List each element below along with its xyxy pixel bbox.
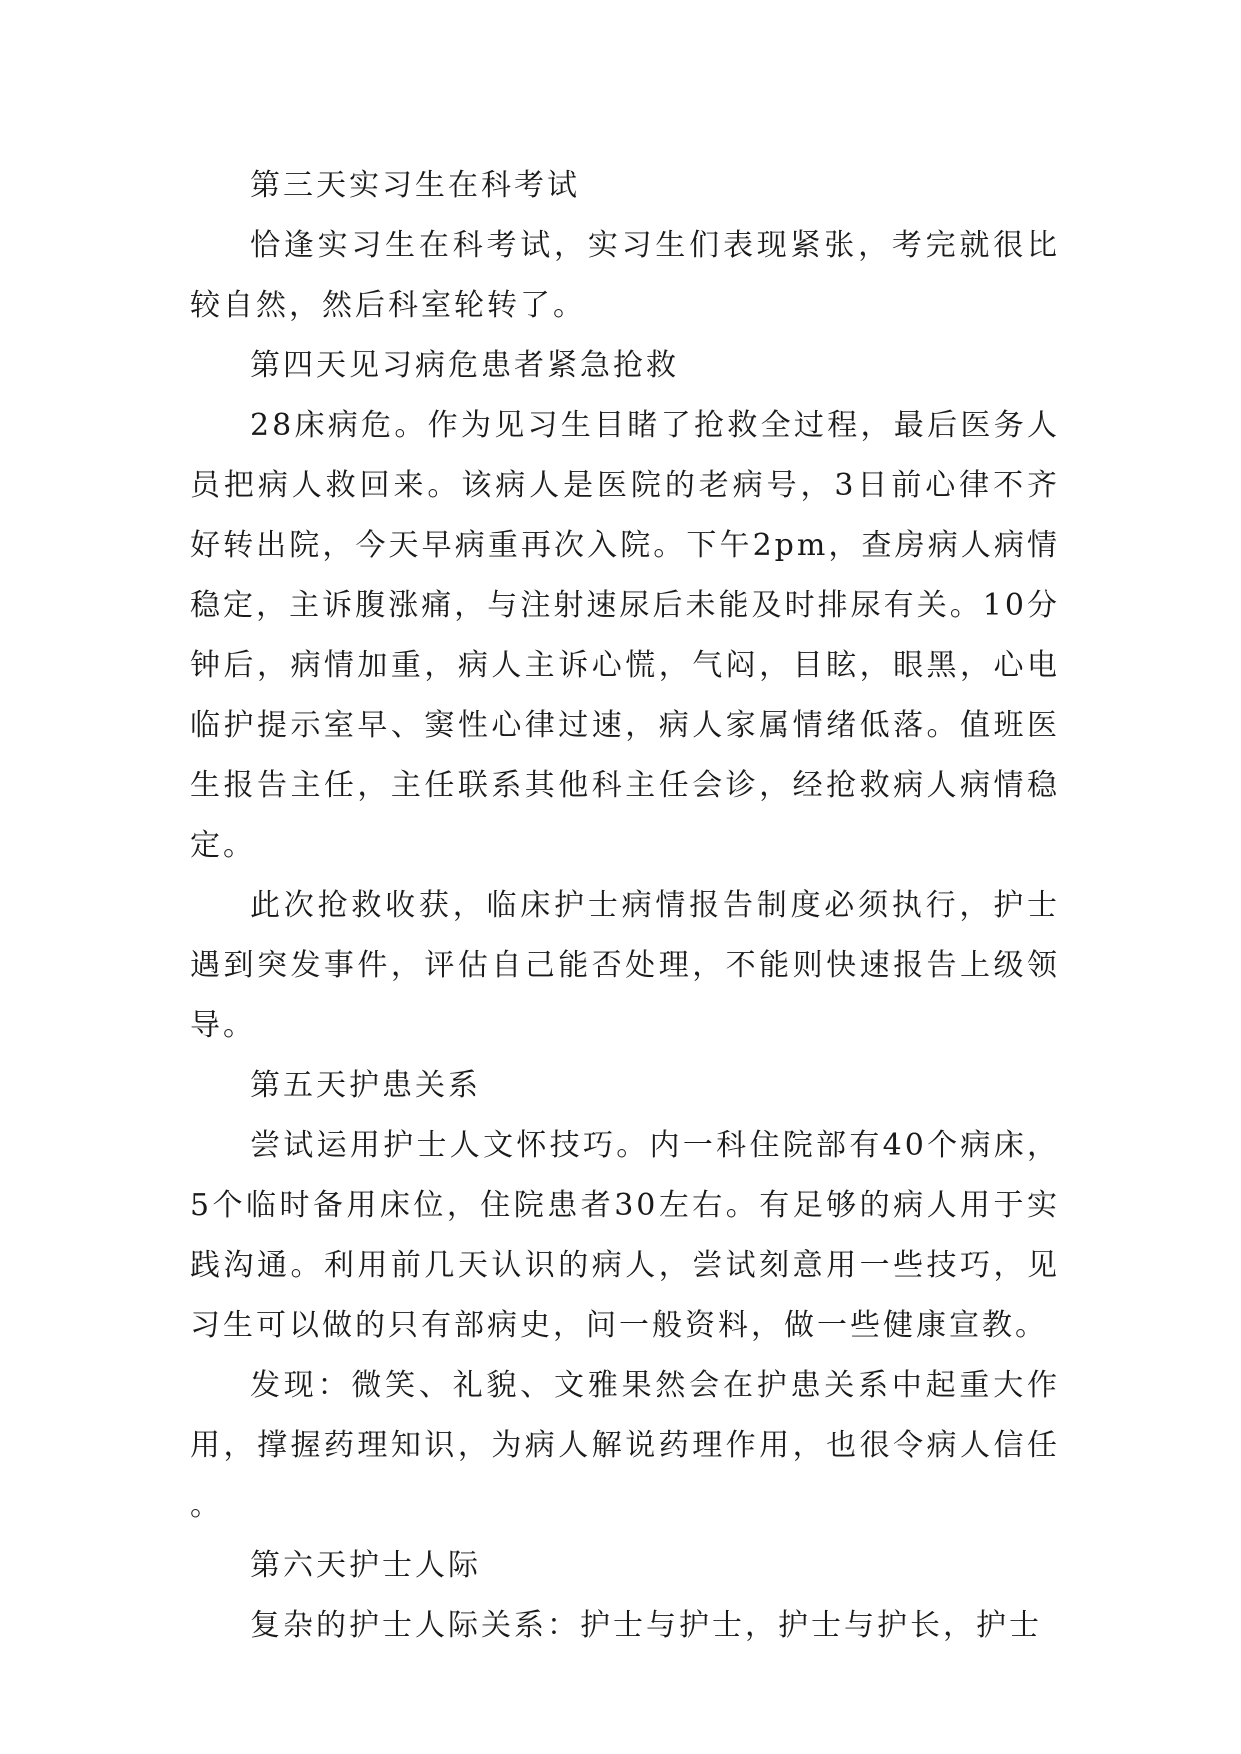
paragraph-day4-rescue: 28床病危。作为见习生目睹了抢救全过程，最后医务人员把病人救回来。该病人是医院的老病号，3日前心律不齐好转出院，今天早病重再次入院。下午2pm，查房病人病情稳定，主诉腹涨痛，与注射速尿后未能及时排尿有关。10分钟后，病情加重，病人主诉心慌，气闷，目眩，眼黑，心电临护提示室早、窦性心律过速，病人家属情绪低落。值班医生报告主任，主任联系其他科主任会诊，经抢救病人病情稳定。 [190,408,1060,863]
document-body [190,156,1060,1656]
paragraph-day5-findings: 发现：微笑、礼貌、文雅果然会在护患关系中起重大作用，撑握药理知识，为病人解说药理作用，也很令病人信任。 [190,1368,1060,1523]
section-heading-day3: 第三天实习生在科考试 [250,168,580,203]
section-heading-day6: 第六天护士人际 [250,1548,481,1583]
paragraph-day5-communication: 尝试运用护士人文怀技巧。内一科住院部有40个病床，5个临时备用床位，住院患者30左右。有足够的病人用于实践沟通。利用前几天认识的病人，尝试刻意用一些技巧，见习生可以做的只有部病史，问一般资料，做一些健康宣教。 [190,1128,1060,1343]
section-heading-day5: 第五天护患关系 [250,1068,481,1103]
paragraph-day3-exam: 恰逢实习生在科考试，实习生们表现紧张，考完就很比较自然，然后科室轮转了。 [190,228,1060,323]
paragraph-day4-lessons: 此次抢救收获，临床护士病情报告制度必须执行，护士遇到突发事件，评估自己能否处理，不能则快速报告上级领导。 [190,888,1060,1043]
section-heading-day4: 第四天见习病危患者紧急抢救 [250,348,679,383]
paragraph-day6-relations: 复杂的护士人际关系：护士与护士，护士与护长，护士 [250,1608,1042,1643]
